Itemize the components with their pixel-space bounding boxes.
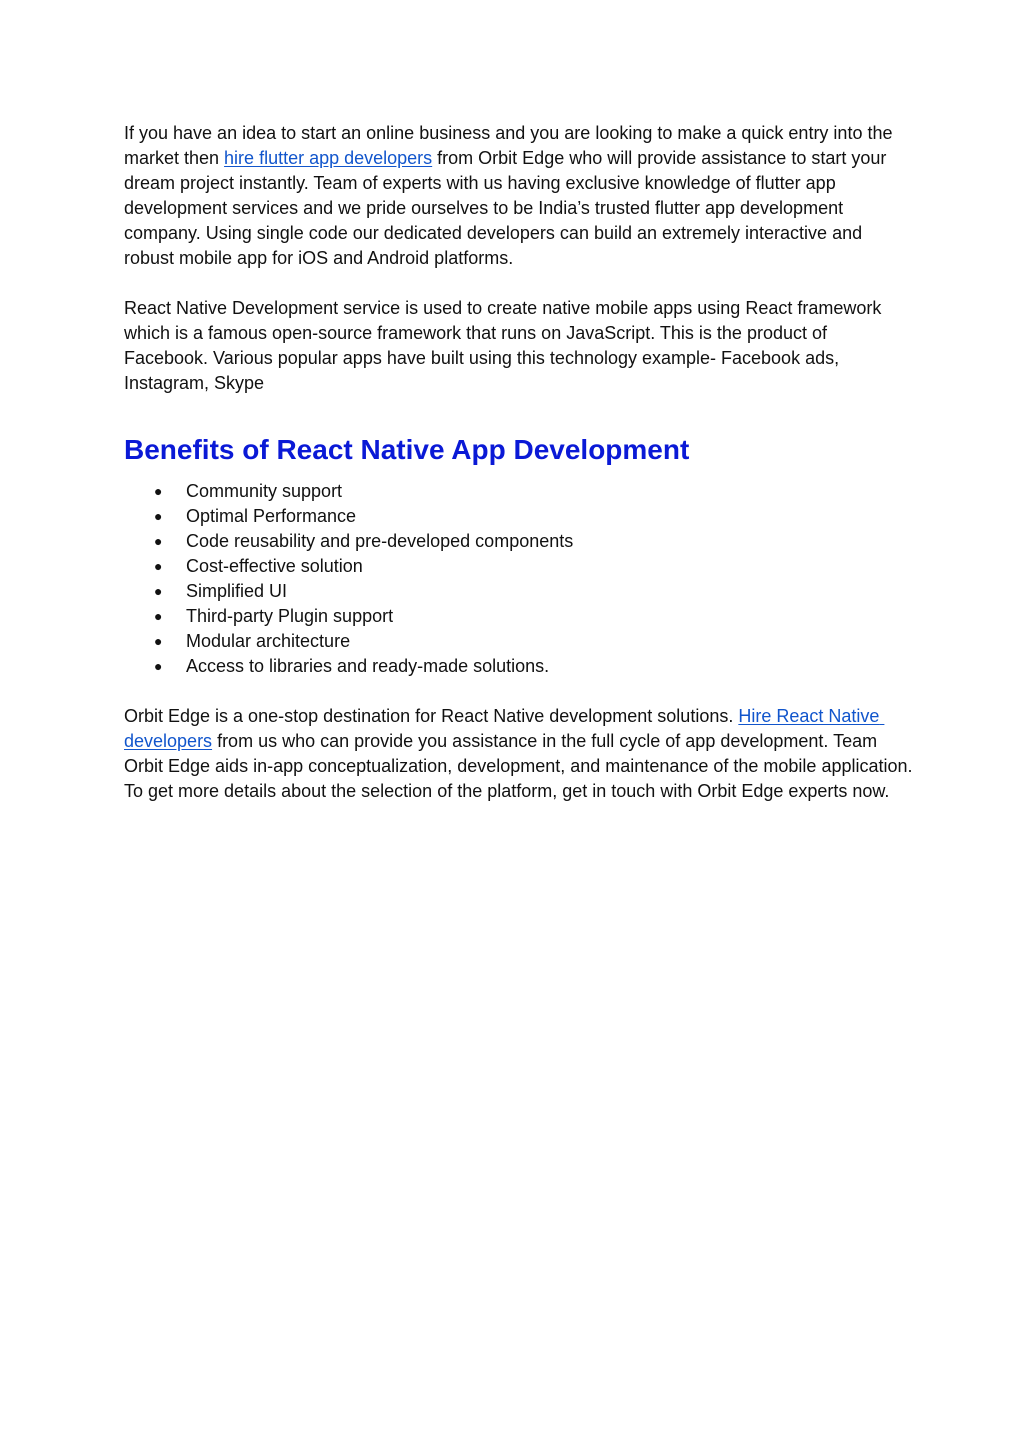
intro-text-end: from Orbit Edge who will provide assistance to start your dream project instantly. Team of experts with us having exclusive knowledge of flutter app development services and we pride ourselves to be India’s trusted flutter app development company. Using single code our dedicated developers can build an extremely interactive and robust mobile app for iOS and Android platforms. [124,148,892,268]
document-page [124,121,918,804]
bullet-icon: ● [154,633,163,649]
list-item-text: Modular architecture [186,631,351,651]
list-item [124,579,914,604]
list-item [124,479,914,504]
list-item-text: Simplified UI [186,581,288,601]
bullet-icon: ● [154,533,163,549]
closing-text-end: from us who can provide you assistance in the full cycle of app development. Team Orbit Edge aids in-app conceptualization, development, and maintenance of the mobile application. To get more details about the selection of the platform, get in touch with Orbit Edge experts now. [124,731,918,801]
list-item-text: Code reusability and pre-developed components [186,531,574,551]
bullet-icon: ● [154,483,163,499]
list-item [124,554,914,579]
bullet-icon: ● [154,508,163,524]
react-native-paragraph: React Native Development service is used to create native mobile apps using React framework which is a famous open-source framework that runs on JavaScript. This is the product of Facebook. Various popular apps have built using this technology example- Facebook ads, Instagram, Skype [124,298,887,393]
bullet-icon: ● [154,608,163,624]
intro-text-start: If you have an idea to start an online business and you are looking to make a quick entry into the market then [124,123,898,168]
list-item [124,629,914,654]
hire-flutter-developers-link[interactable]: hire flutter app developers [224,148,433,168]
hire-react-native-developers-link[interactable]: Hire React Native developers [124,706,885,751]
list-item-text: Optimal Performance [186,506,357,526]
closing-paragraph [124,704,918,804]
bullet-icon: ● [154,558,163,574]
benefits-list [124,479,914,679]
list-item [124,604,914,629]
list-item-text: Cost-effective solution [186,556,363,576]
list-item [124,504,914,529]
benefits-heading: Benefits of React Native App Development [124,434,690,465]
list-item-text: Third-party Plugin support [186,606,394,626]
list-item [124,654,914,679]
bullet-icon: ● [154,583,163,599]
list-item [124,529,914,554]
intro-paragraph [124,121,914,271]
list-item-text: Access to libraries and ready-made solutions. [186,656,550,676]
closing-text-start: Orbit Edge is a one-stop destination for React Native development solutions. [124,706,739,726]
list-item-text: Community support [186,481,343,501]
bullet-icon: ● [154,658,163,674]
